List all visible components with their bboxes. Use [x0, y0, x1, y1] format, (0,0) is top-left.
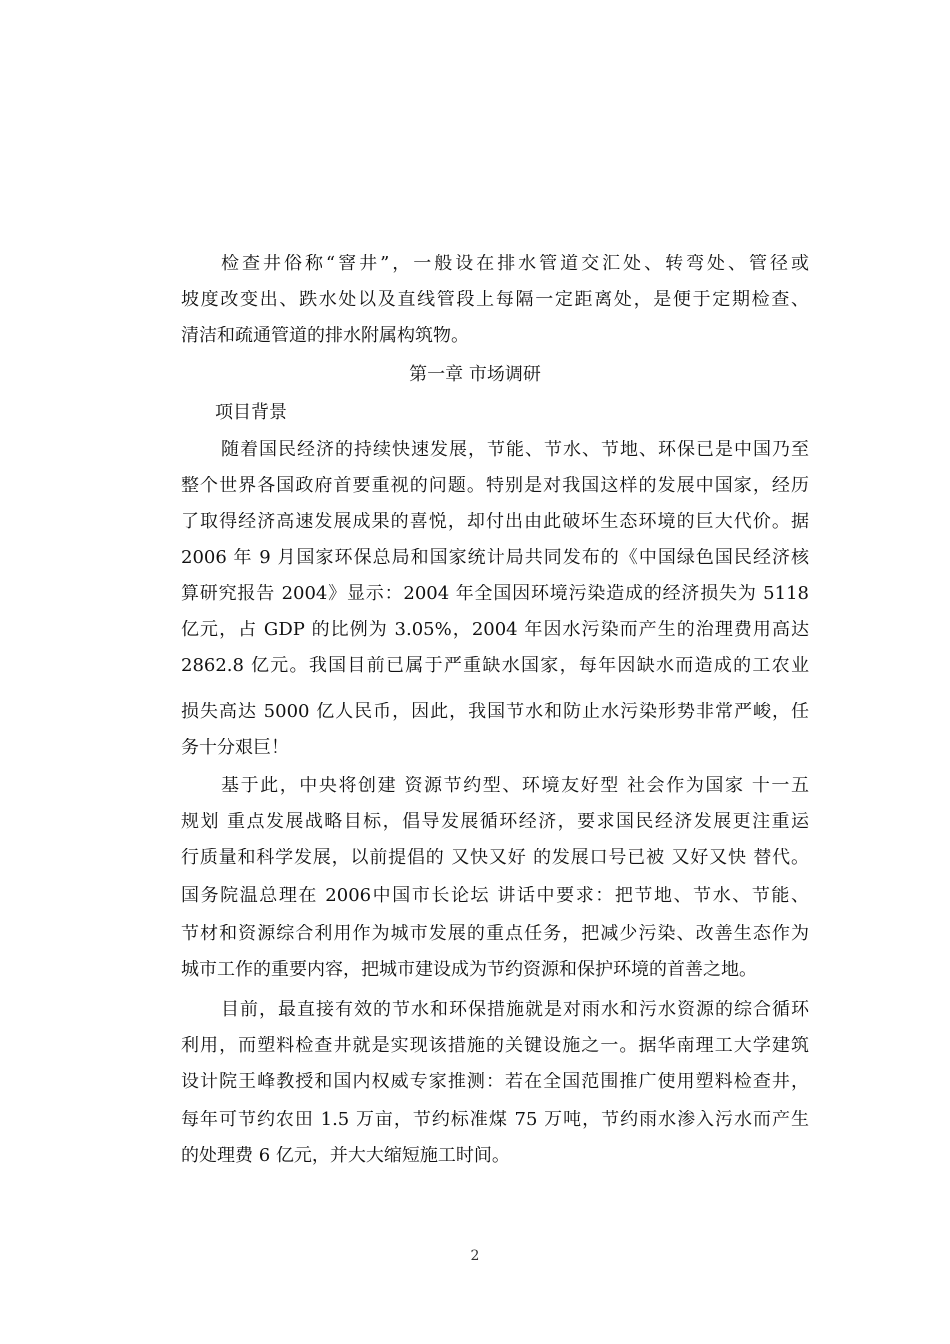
- intro-line: 清洁和疏通管道的排水附属构筑物。: [181, 326, 469, 346]
- section-title: 项目背景: [215, 402, 287, 423]
- intro-line: 坡度改变出、跌水处以及直线管段上每隔一定距离处，是便于定期检查、: [181, 290, 809, 310]
- paragraph-line: 2862.8 亿元。我国目前已属于严重缺水国家，每年因缺水而造成的工农业: [181, 656, 809, 676]
- paragraph-line: 国务院温总理在 2006中国市长论坛 讲话中要求：把节地、节水、节能、: [181, 886, 809, 906]
- paragraph-line: 亿元，占 GDP 的比例为 3.05%，2004 年因水污染而产生的治理费用高达: [181, 620, 809, 640]
- paragraph-line: 利用，而塑料检查井就是实现该措施的关键设施之一。据华南理工大学建筑: [181, 1036, 809, 1056]
- paragraph-line: 目前，最直接有效的节水和环保措施就是对雨水和污水资源的综合循环: [221, 1000, 809, 1020]
- paragraph-line: 城市工作的重要内容，把城市建设成为节约资源和保护环境的首善之地。: [181, 960, 757, 980]
- paragraph-line: 节材和资源综合利用作为城市发展的重点任务，把减少污染、改善生态作为: [181, 924, 809, 944]
- paragraph-line: 算研究报告 2004》显示：2004 年全国因环境污染造成的经济损失为 5118: [181, 584, 809, 604]
- paragraph-line: 整个世界各国政府首要重视的问题。特别是对我国这样的发展中国家，经历: [181, 476, 809, 496]
- paragraph-line: 随着国民经济的持续快速发展，节能、节水、节地、环保已是中国乃至: [221, 440, 809, 460]
- intro-line: 检查井俗称“窨井”，一般设在排水管道交汇处、转弯处、管径或: [221, 254, 809, 274]
- paragraph-line: 基于此，中央将创建 资源节约型、环境友好型 社会作为国家 十一五: [221, 776, 809, 796]
- paragraph-line: 规划 重点发展战略目标，倡导发展循环经济，要求国民经济发展更注重运: [181, 812, 809, 832]
- paragraph-line: 每年可节约农田 1.5 万亩，节约标准煤 75 万吨，节约雨水渗入污水而产生: [181, 1110, 809, 1130]
- paragraph-line: 了取得经济高速发展成果的喜悦，却付出由此破坏生态环境的巨大代价。据: [181, 512, 809, 532]
- chapter-title: 第一章 市场调研: [409, 364, 541, 385]
- paragraph-line: 行质量和科学发展，以前提倡的 又快又好 的发展口号已被 又好又快 替代。: [181, 848, 809, 868]
- paragraph-line: 设计院王峰教授和国内权威专家推测：若在全国范围推广使用塑料检查井，: [181, 1072, 809, 1092]
- paragraph-line: 的处理费 6 亿元，并大大缩短施工时间。: [181, 1146, 510, 1166]
- paragraph-line: 2006 年 9 月国家环保总局和国家统计局共同发布的《中国绿色国民经济核: [181, 548, 809, 568]
- page-number: 2: [470, 1248, 480, 1264]
- paragraph-line: 损失高达 5000 亿人民币，因此，我国节水和防止水污染形势非常严峻，任: [181, 702, 809, 722]
- paragraph-line: 务十分艰巨！: [181, 738, 289, 758]
